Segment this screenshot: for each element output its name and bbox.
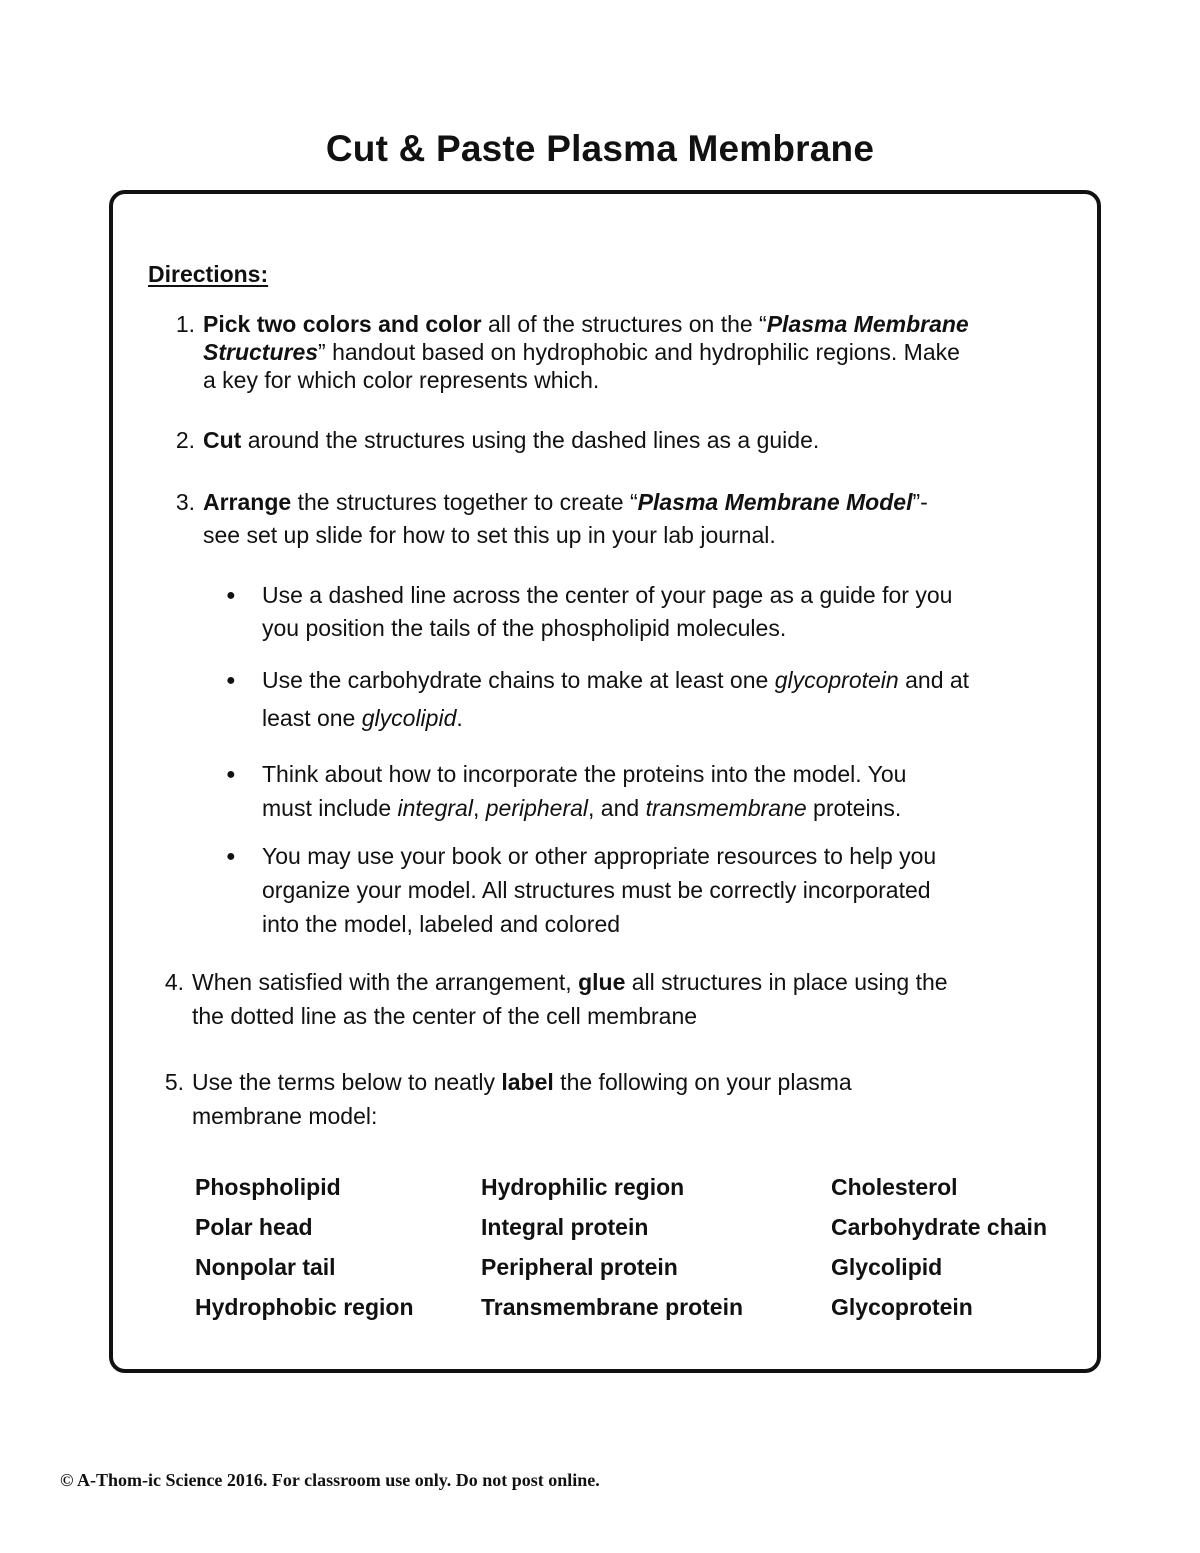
text-line (262, 794, 901, 822)
text-line (262, 876, 931, 904)
text-run: ”- (912, 489, 928, 515)
text-run: glue (578, 969, 626, 995)
step-number: 4. (164, 969, 184, 995)
text-run: organize your model. All structures must be correctly incorporated (262, 877, 931, 903)
text-line (262, 666, 969, 694)
text-line (262, 842, 936, 870)
text-line (203, 521, 776, 549)
step-number: 2. (175, 427, 195, 453)
text-run: glycolipid (361, 705, 457, 731)
text-line (262, 581, 952, 609)
text-run: see set up slide for how to set this up in your lab journal. (203, 522, 776, 548)
term-item: Glycoprotein (831, 1294, 973, 1320)
text-run: Arrange (203, 489, 292, 515)
text-line (192, 1002, 697, 1030)
text-run: Plasma Membrane (766, 311, 969, 337)
text-run: least one (262, 705, 362, 731)
term-item: Transmembrane protein (481, 1294, 744, 1320)
page-title: Cut & Paste Plasma Membrane (325, 128, 875, 169)
text-run: When satisfied with the arrangement, (192, 969, 579, 995)
term-item: Peripheral protein (481, 1254, 678, 1280)
text-run: integral (397, 795, 473, 821)
term-item: Phospholipid (195, 1174, 341, 1200)
text-line (262, 760, 906, 788)
text-line (203, 338, 960, 366)
term-item: Carbohydrate chain (831, 1214, 1047, 1240)
text-run: Use the carbohydrate chains to make at least one (262, 667, 775, 693)
term-item: Hydrophilic region (481, 1174, 685, 1200)
term-item: Integral protein (481, 1214, 649, 1240)
text-run: transmembrane (645, 795, 807, 821)
step-number: 1. (175, 311, 195, 337)
text-run: the dotted line as the center of the cell membrane (192, 1003, 698, 1029)
text-run: all of the structures on the “ (481, 311, 767, 337)
text-run: you position the tails of the phospholipid molecules. (262, 615, 787, 641)
text-run: Use the terms below to neatly (192, 1069, 502, 1095)
text-run: Use a dashed line across the center of your page as a guide for you (262, 582, 953, 608)
step-number: 5. (164, 1069, 184, 1095)
text-run: peripheral (485, 795, 589, 821)
text-line (203, 366, 599, 394)
bullet-icon: ● (226, 766, 236, 783)
bullet-icon: ● (226, 587, 236, 604)
text-run: ” handout based on hydrophobic and hydrophilic regions. Make (318, 339, 960, 365)
text-run: Structures (203, 339, 319, 365)
text-run: You may use your book or other appropriate resources to help you (262, 843, 937, 869)
term-item: Polar head (195, 1214, 313, 1240)
text-line (192, 968, 948, 996)
term-item: Nonpolar tail (195, 1254, 336, 1280)
text-run: the following on your plasma (553, 1069, 852, 1095)
term-item: Cholesterol (831, 1174, 958, 1200)
text-run: label (501, 1069, 554, 1095)
text-run: , (472, 795, 486, 821)
text-run: a key for which color represents which. (203, 367, 600, 393)
text-run: Pick two colors and color (203, 311, 482, 337)
text-run: into the model, labeled and colored (262, 911, 621, 937)
text-run: and at (898, 667, 970, 693)
text-run: glycoprotein (774, 667, 899, 693)
text-run: membrane model: (192, 1103, 378, 1129)
text-line (203, 310, 969, 338)
text-line (192, 1102, 377, 1130)
text-line (192, 1068, 852, 1096)
text-run: Plasma Membrane Model (637, 489, 913, 515)
text-run: all structures in place using the (625, 969, 948, 995)
text-run: around the structures using the dashed lines as a guide. (241, 427, 820, 453)
text-run: , and (588, 795, 646, 821)
text-run: must include (262, 795, 398, 821)
text-run: the structures together to create “ (291, 489, 638, 515)
copyright-notice: © A-Thom-ic Science 2016. For classroom use only. Do not post online. (60, 1470, 600, 1490)
text-line (262, 704, 463, 732)
term-item: Glycolipid (831, 1254, 943, 1280)
text-line (262, 614, 786, 642)
directions-heading: Directions: (148, 261, 269, 287)
text-line (203, 488, 928, 516)
text-line (203, 426, 819, 454)
text-run: proteins. (806, 795, 902, 821)
text-run: Think about how to incorporate the proteins into the model. You (262, 761, 907, 787)
text-run: Cut (203, 427, 242, 453)
term-item: Hydrophobic region (195, 1294, 414, 1320)
bullet-icon: ● (226, 848, 236, 865)
step-number: 3. (175, 489, 195, 515)
text-run: . (456, 705, 463, 731)
bullet-icon: ● (226, 672, 236, 689)
text-line (262, 910, 620, 938)
